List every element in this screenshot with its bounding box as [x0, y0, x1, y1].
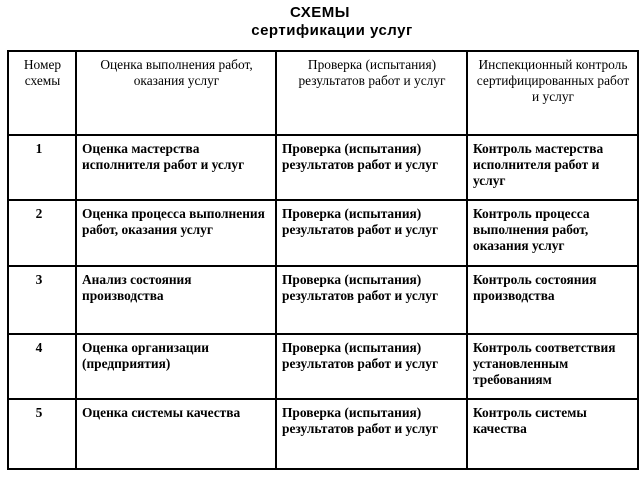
table-row: [8, 399, 638, 469]
header-results-testing: Проверка (испытания) результатов работ и услуг: [276, 51, 467, 135]
assessment-cell: Оценка организации (предприятия): [76, 334, 276, 399]
testing-cell: Проверка (испытания) результатов работ и услуг: [276, 200, 467, 266]
scheme-number-cell: 3: [8, 266, 76, 334]
assessment-cell: Анализ состояния производства: [76, 266, 276, 334]
testing-cell: Проверка (испытания) результатов работ и услуг: [276, 334, 467, 399]
inspection-cell: Контроль процесса выполнения работ, оказания услуг: [467, 200, 638, 266]
table-header-row: [8, 51, 638, 135]
assessment-cell: Оценка процесса выполнения работ, оказания услуг: [76, 200, 276, 266]
table-row: [8, 135, 638, 200]
document-subtitle: сертификации услуг: [251, 22, 413, 39]
scheme-number-cell: 2: [8, 200, 76, 266]
assessment-cell: Оценка мастерства исполнителя работ и услуг: [76, 135, 276, 200]
scheme-number-cell: 4: [8, 334, 76, 399]
table-row: [8, 200, 638, 266]
header-work-assessment: Оценка выполнения работ, оказания услуг: [76, 51, 276, 135]
table-row: [8, 334, 638, 399]
testing-cell: Проверка (испытания) результатов работ и услуг: [276, 399, 467, 469]
inspection-cell: Контроль соответствия установленным требованиям: [467, 334, 638, 399]
certification-schemes-table: [7, 50, 639, 470]
testing-cell: Проверка (испытания) результатов работ и услуг: [276, 135, 467, 200]
scheme-number-cell: 5: [8, 399, 76, 469]
inspection-cell: Контроль состояния производства: [467, 266, 638, 334]
inspection-cell: Контроль мастерства исполнителя работ и услуг: [467, 135, 638, 200]
table-row: [8, 266, 638, 334]
assessment-cell: Оценка системы качества: [76, 399, 276, 469]
header-scheme-number: Номер схемы: [8, 51, 76, 135]
header-inspection-control: Инспекционный контроль сертифицированных работ и услуг: [467, 51, 638, 135]
inspection-cell: Контроль системы качества: [467, 399, 638, 469]
scheme-number-cell: 1: [8, 135, 76, 200]
testing-cell: Проверка (испытания) результатов работ и услуг: [276, 266, 467, 334]
document-title: СХЕМЫ: [290, 4, 350, 21]
